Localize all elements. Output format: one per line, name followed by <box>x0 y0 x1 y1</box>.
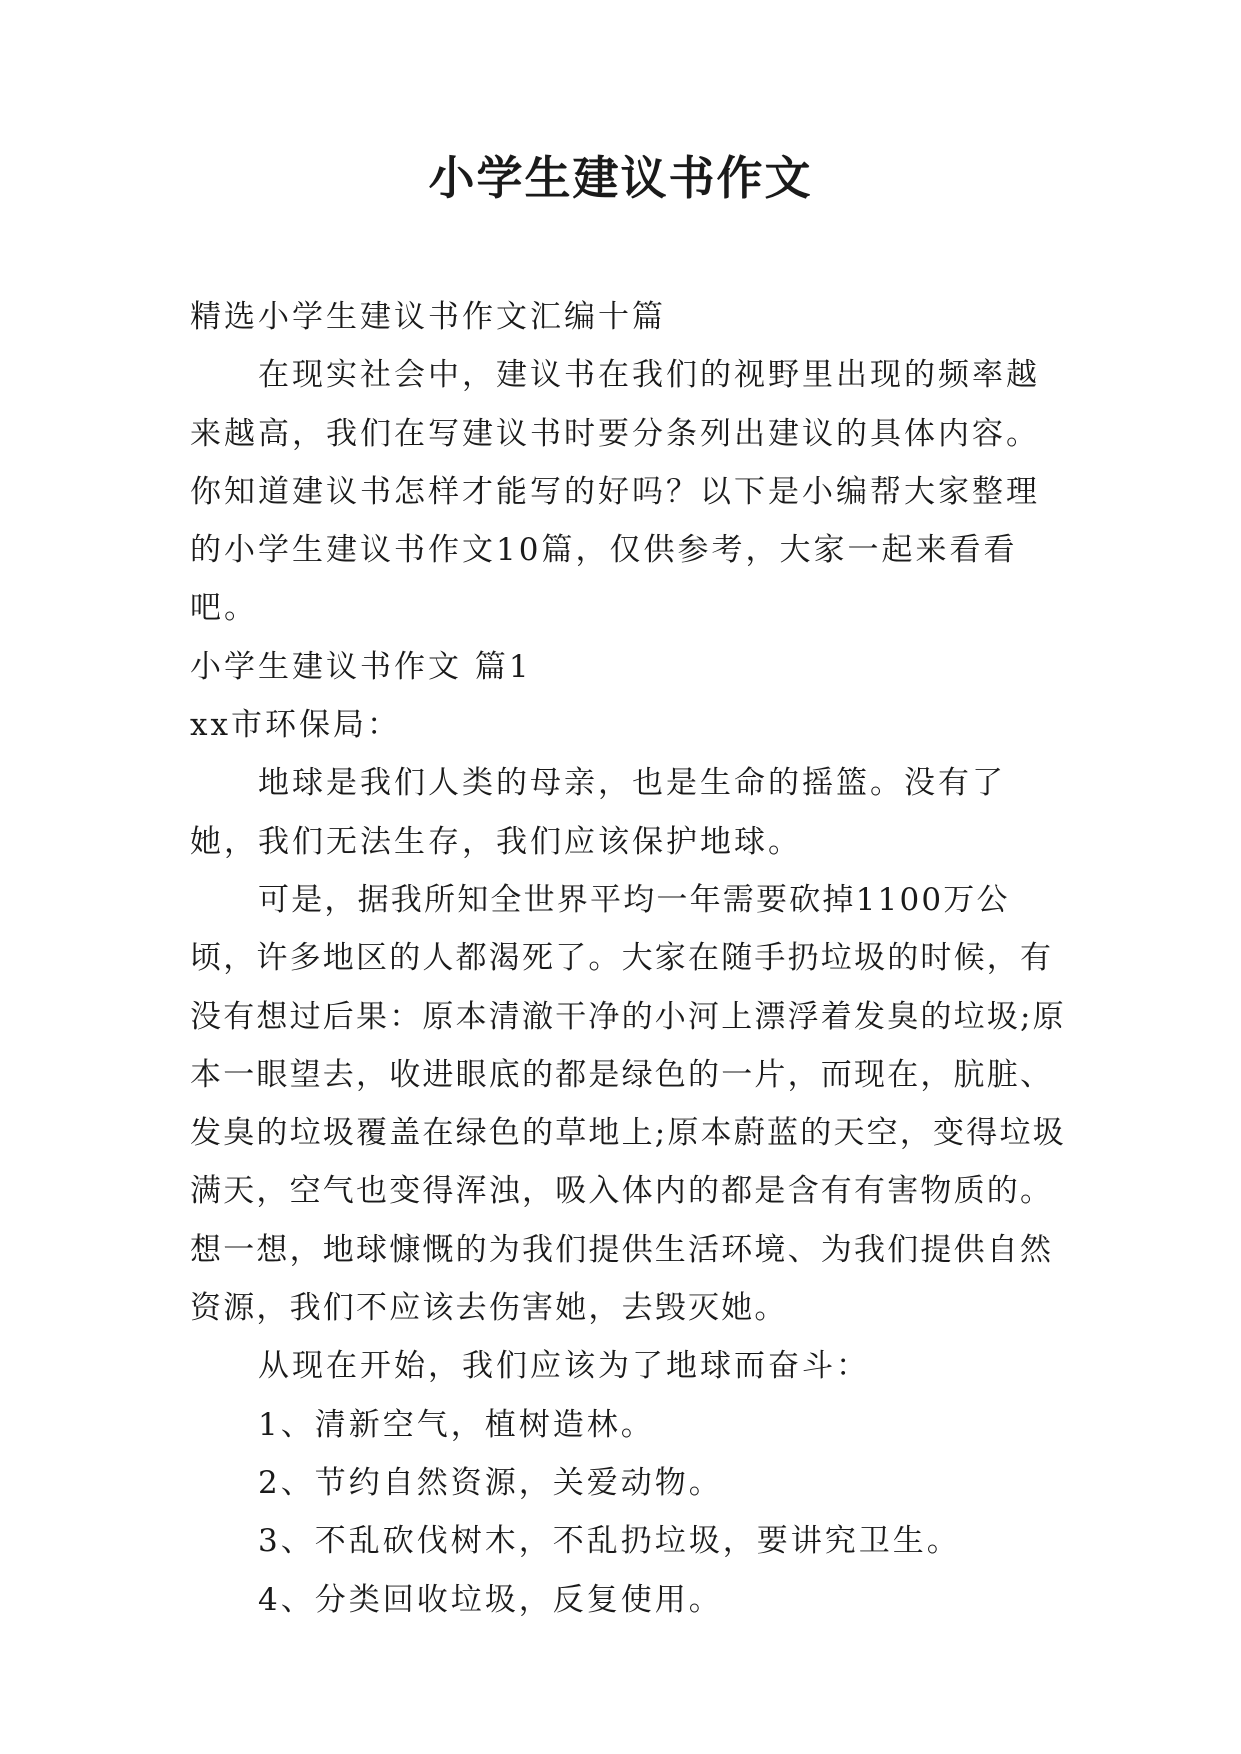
subtitle-line: 精选小学生建议书作文汇编十篇 <box>190 299 666 335</box>
body-paragraph: 地球是我们人类的母亲，也是生命的摇篮。没有了她，我们无法生存，我们应该保护地球。 <box>190 765 1006 860</box>
intro-paragraph: 在现实社会中，建议书在我们的视野里出现的频率越来越高，我们在写建议书时要分条列出建议的具体内容。你知道建议书怎样才能写的好吗？以下是小编帮大家整理的小学生建议书作文10篇，仅供参考，大家一起来看看吧。 <box>190 357 1040 627</box>
body-paragraph: 可是，据我所知全世界平均一年需要砍掉1100万公顷，许多地区的人都渴死了。大家在随手扔垃圾的时候，有没有想过后果：原本清澈干净的小河上漂浮着发臭的垃圾;原本一眼望去，收进眼底的都是绿色的一片，而现在，肮脏、发臭的垃圾覆盖在绿色的草地上;原本蔚蓝的天空，变得垃圾满天，空气也变得浑浊，吸入体内的都是含有有害物质的。想一想，地球慷慨的为我们提供生活环境、为我们提供自然资源，我们不应该去伤害她，去毁灭她。 <box>190 881 1066 1327</box>
list-item: 2、节约自然资源，关爱动物。 <box>258 1464 723 1501</box>
list-item: 1、清新空气，植树造林。 <box>258 1406 655 1443</box>
body-paragraph: 从现在开始，我们应该为了地球而奋斗： <box>258 1348 870 1385</box>
salutation: xx市环保局： <box>190 707 401 744</box>
document-body <box>190 288 1070 1629</box>
list-item: 3、不乱砍伐树木，不乱扔垃圾，要讲究卫生。 <box>258 1523 961 1560</box>
list-item: 4、分类回收垃圾，反复使用。 <box>258 1581 723 1618</box>
document-title: 小学生建议书作文 <box>428 151 813 205</box>
essay-heading: 小学生建议书作文 篇1 <box>190 648 532 685</box>
